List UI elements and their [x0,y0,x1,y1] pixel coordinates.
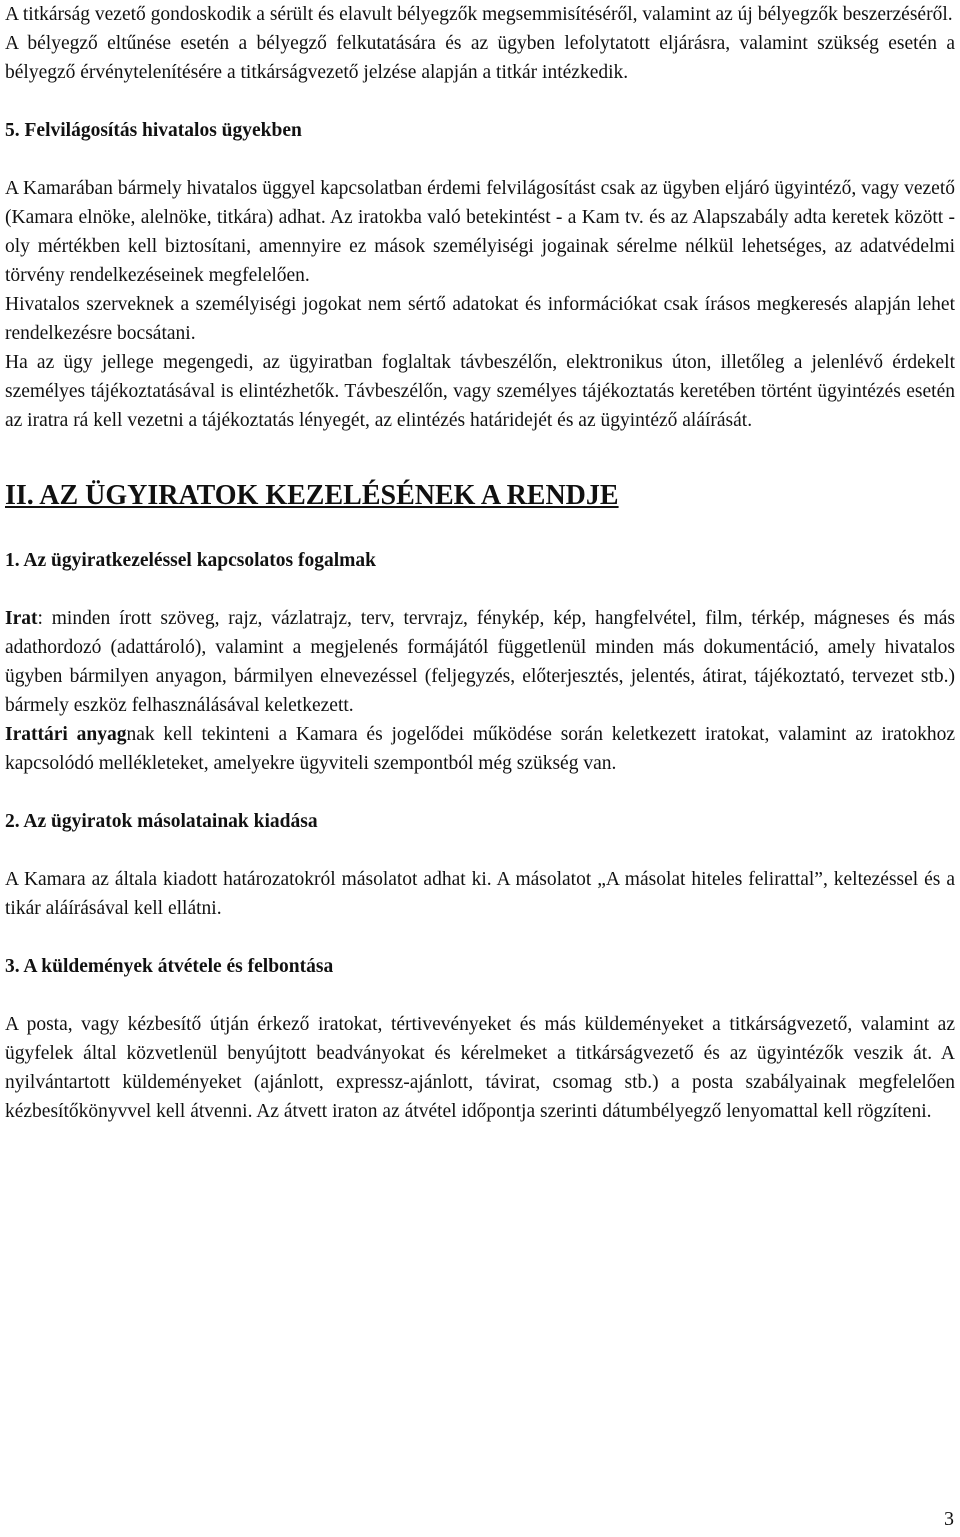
intro-paragraph-1: A titkárság vezető gondoskodik a sérült és elavult bélyegzők megsemmisítéséről, valamint az új bélyegzők beszerzéséről. [5,4,953,25]
chapter-2-heading: II. AZ ÜGYIRATOK KEZELÉSÉNEK A RENDJE [5,480,619,511]
document-page [5,0,955,1126]
definition-irattari-anyag [5,720,955,778]
definition-irat [5,604,955,720]
section-2-heading: 2. Az ügyiratok másolatainak kiadása [5,811,318,832]
definition-irattari-text: nak kell tekinteni a Kamara és jogelődei működése során keletkezett iratokat, valamint az iratokhoz kapcsolódó mellékleteket, amelyekre ügyviteli szempontból még szükség van. [5,724,955,774]
term-irat: Irat [5,608,38,629]
page-number: 3 [944,1508,954,1530]
section-5-paragraph-2: Hivatalos szerveknek a személyiségi jogokat nem sértő adatokat és információkat csak írásos megkeresés alapján lehet rendelkezésre bocsátani. [5,294,955,344]
section-1-heading: 1. Az ügyiratkezeléssel kapcsolatos fogalmak [5,550,377,571]
definition-irat-text: : minden írott szöveg, rajz, vázlatrajz, terv, tervrajz, fénykép, kép, hangfelvétel, film, térkép, mágneses és más adathordozó (adattároló), valamint a megjelenés formájától függetlenül minden más dokumentáció, amely hivatalos ügyben bármilyen anyagon, bármilyen elnevezéssel (feljegyzés, előterjesztés, jelentés, átirat, tájékoztató, tervezet stb.) bármely eszköz felhasználásával keletkezett. [5,608,955,716]
section-3-heading: 3. A küldemények átvétele és felbontása [5,956,334,977]
section-3-paragraph-1: A posta, vagy kézbesítő útján érkező iratokat, tértivevényeket és más küldeményeket a titkárságvezető, valamint az ügyfelek által közvetlenül benyújtott beadványokat és kérelmeket a titkárságvezető és az ügyintézők veszik át. A nyilvántartott küldeményeket (ajánlott, expressz-ajánlott, távirat, csomag stb.) a posta szabályainak megfelelően kézbesítőkönyvvel kell átvenni. Az átvett iraton az átvétel időpontja szerinti dátumbélyegző lenyomattal kell rögzíteni. [5,1014,955,1122]
section-5-paragraph-3: Ha az ügy jellege megengedi, az ügyiratban foglaltak távbeszélőn, elektronikus úton, illetőleg a jelenlévő érdekelt személyes tájékoztatásával is elintézhetők. Távbeszélőn, vagy személyes tájékoztatás keretében történt ügyintézés esetén az iratra rá kell vezetni a tájékoztatás lényegét, az elintézés határidejét és az ügyintéző aláírását. [5,352,955,431]
intro-paragraph-2: A bélyegző eltűnése esetén a bélyegző felkutatására és az ügyben lefolytatott eljárásra, valamint szükség esetén a bélyegző érvénytelenítésére a titkárságvezető jelzése alapján a titkár intézkedik. [5,33,955,83]
section-5-heading: 5. Felvilágosítás hivatalos ügyekben [5,120,302,141]
term-irattari-anyag: Irattári anyag [5,724,127,745]
section-5-paragraph-1: A Kamarában bármely hivatalos üggyel kapcsolatban érdemi felvilágosítást csak az ügyben eljáró ügyintéző, vagy vezető (Kamara elnöke, alelnöke, titkára) adhat. Az iratokba való betekintést - a Kam tv. és az Alapszabály adta keretek között - oly mértékben kell biztosítani, amennyire ez mások személyiségi jogainak sérelme nélkül lehetséges, az adatvédelmi törvény rendelkezéseinek megfelelően. [5,178,955,286]
section-2-paragraph-1: A Kamara az általa kiadott határozatokról másolatot adhat ki. A másolatot „A másolat hiteles felirattal”, keltezéssel és a tikár aláírásával kell ellátni. [5,869,955,919]
